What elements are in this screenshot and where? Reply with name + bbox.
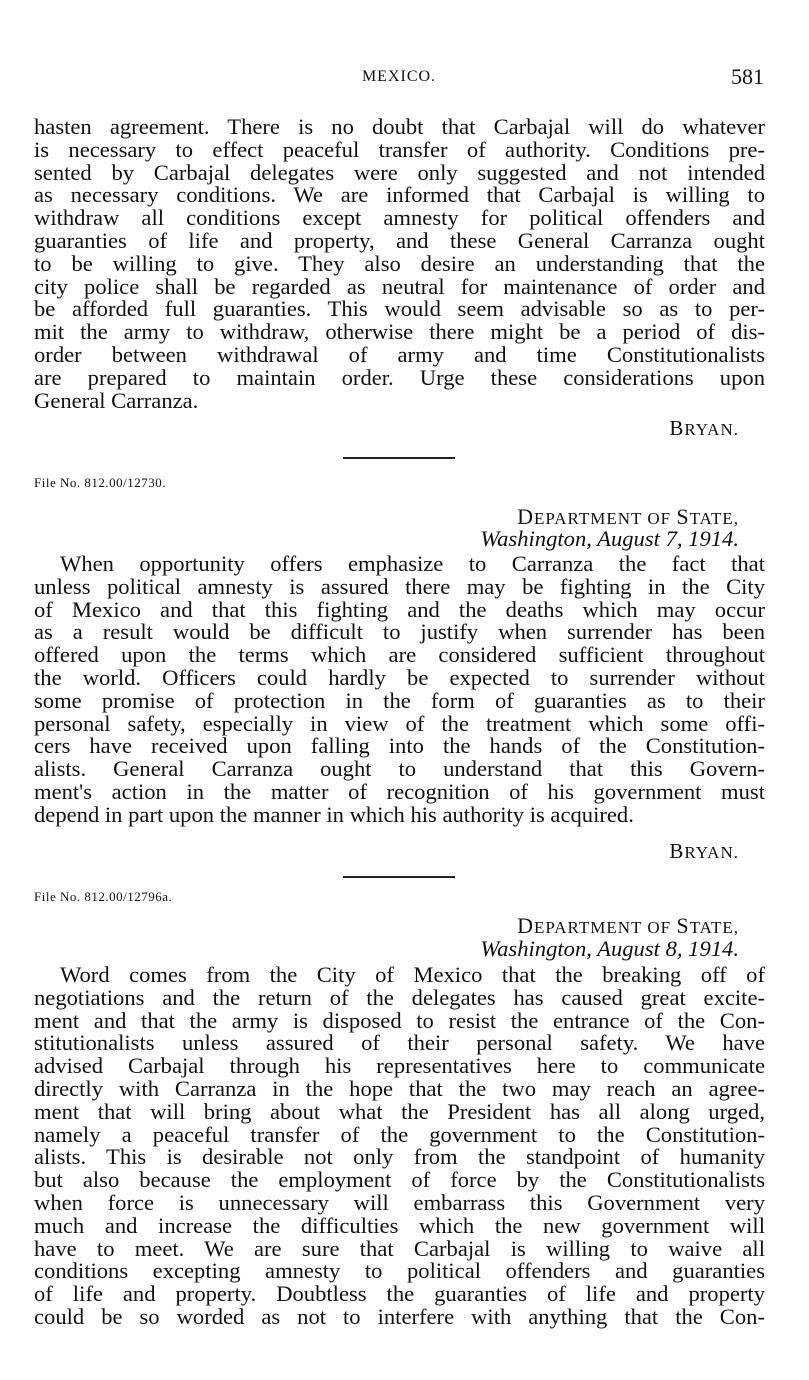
text-line: alists. This is desirable not only from the standpoint of humanity (34, 1144, 765, 1170)
text-line: is necessary to effect peaceful transfer of authority. Conditions pre- (34, 136, 765, 162)
section2-body (34, 553, 765, 827)
text-line: ment's action in the matter of recognition of his government must (34, 778, 765, 804)
dept-initial: D (517, 913, 534, 938)
text-line: when force is unnecessary will embarrass this Government very (34, 1189, 765, 1215)
text-line: When opportunity offers emphasize to Carranza the fact that (60, 551, 765, 576)
text-line: some promise of protection in the form of guaranties as to their (34, 687, 765, 713)
text-line: ment and that the army is disposed to resist the entrance of the Con- (34, 1007, 765, 1033)
text-line: advised Carbajal through his representatives here to communicate (34, 1053, 765, 1079)
text-line: alists. General Carranza ought to understand that this Govern- (34, 756, 765, 782)
text-line: cers have received upon falling into the hands of the Constitution- (34, 733, 765, 759)
text-line: mit the army to withdraw, otherwise there might be a period of dis- (34, 319, 765, 345)
signature-bryan (669, 416, 739, 441)
text-line: be afforded full guaranties. This would seem advisable so as to per- (34, 296, 765, 322)
text-line: of life and property. Doubtless the guaranties of life and property (34, 1281, 765, 1307)
text-line: General Carranza. (34, 387, 199, 413)
text-line: depend in part upon the manner in which his authority is acquired. (34, 801, 634, 827)
text-line: of Mexico and that this fighting and the deaths which may occur (34, 596, 765, 622)
text-line: namely a peaceful transfer of the government to the Constitution- (34, 1121, 765, 1147)
text-line: city police shall be regarded as neutral for maintenance of order and (34, 273, 765, 299)
dept-text: EPARTMENT OF (533, 918, 677, 937)
text-line: as a result would be difficult to justify when surrender has been (34, 619, 765, 645)
section-divider (343, 876, 455, 878)
text-line: stitutionalists unless assured of their personal safety. We have (34, 1030, 765, 1056)
text-line: unless political amnesty is assured there may be fighting in the City (34, 573, 765, 599)
running-head: MEXICO. (361, 68, 437, 85)
signature-bryan (669, 839, 739, 864)
text-line: as necessary conditions. We are informed that Carbajal is willing to (34, 182, 765, 208)
section-divider (343, 457, 455, 459)
text-line: ment that will bring about what the President has all along urged, (34, 1098, 765, 1124)
text-line: offered upon the terms which are considered sufficient throughout (34, 642, 765, 668)
page-header (34, 64, 764, 92)
signature-initial: B (669, 839, 685, 863)
signature-rest: RYAN. (684, 843, 739, 862)
text-line: withdraw all conditions except amnesty for political offenders and (34, 205, 765, 231)
text-line: directly with Carranza in the hope that the two may reach an agree- (34, 1075, 765, 1101)
text-line: sented by Carbajal delegates were only suggested and not intended (34, 159, 765, 185)
dept-text: TATE, (689, 509, 739, 528)
dept-initial: S (676, 913, 690, 938)
signature-initial: B (669, 416, 685, 440)
text-line: the world. Officers could hardly be expected to surrender without (34, 664, 765, 690)
file-number: File No. 812.00/12730. (34, 475, 166, 490)
text-line: hasten agreement. There is no doubt that Carbajal will do whatever (34, 114, 765, 139)
section1-body (34, 116, 765, 412)
text-line: to be willing to give. They also desire an understanding that the (34, 250, 765, 276)
text-line: much and increase the difficulties which the new government will (34, 1212, 765, 1238)
dateline: Washington, August 8, 1914. (480, 936, 739, 961)
text-line: are prepared to maintain order. Urge these considerations upon (34, 364, 765, 390)
text-line: Word comes from the City of Mexico that the breaking off of (60, 962, 765, 987)
text-line: order between withdrawal of army and time Constitutionalists (34, 341, 765, 367)
text-line: negotiations and the return of the delegates has caused great excite- (34, 984, 765, 1010)
page-number: 581 (731, 64, 764, 89)
section3-body (34, 964, 765, 1329)
text-line: conditions excepting amnesty to political offenders and guaranties (34, 1258, 765, 1284)
file-number: File No. 812.00/12796a. (34, 889, 173, 904)
dept-text: TATE, (689, 918, 739, 937)
text-line: personal safety, especially in view of the treatment which some offi- (34, 710, 765, 736)
dept-initial: S (676, 504, 690, 529)
text-line: guaranties of life and property, and these General Carranza ought (34, 227, 765, 253)
text-line: have to meet. We are sure that Carbajal is willing to waive all (34, 1235, 765, 1261)
text-line: but also because the employment of force by the Constitutionalists (34, 1167, 765, 1193)
dateline: Washington, August 7, 1914. (480, 526, 739, 551)
dept-text: EPARTMENT OF (533, 509, 677, 528)
signature-rest: RYAN. (684, 420, 739, 439)
dept-initial: D (517, 504, 534, 529)
text-line: could be so worded as not to interfere with anything that the Con- (34, 1303, 765, 1329)
